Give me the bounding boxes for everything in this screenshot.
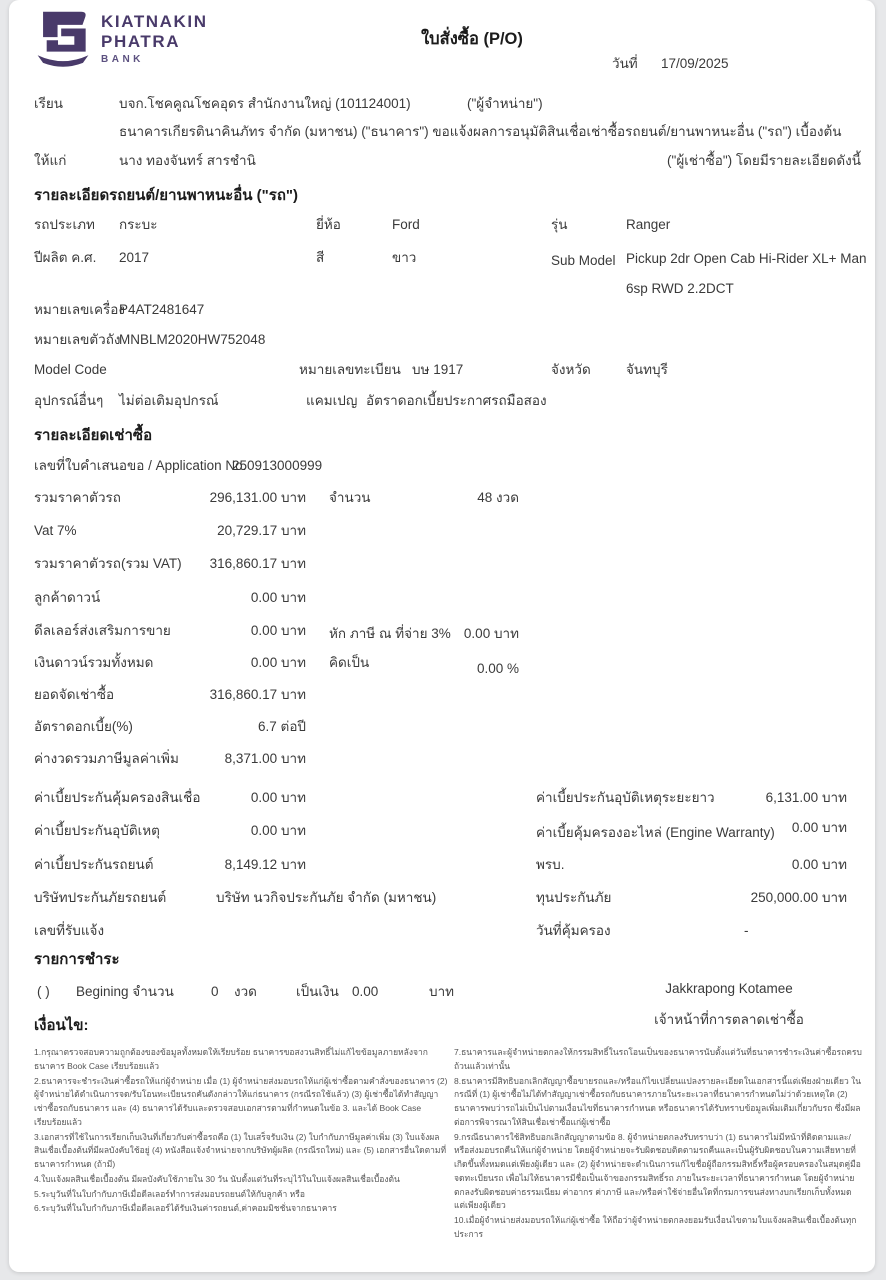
coverage-date-value: -	[744, 923, 749, 938]
engine-no-value: P4AT2481647	[119, 302, 205, 317]
engine-warranty-label: ค่าเบี้ยคุ้มครองอะไหล่ (Engine Warranty)	[536, 825, 775, 840]
campaign-label: แคมเปญ	[306, 393, 358, 408]
payment-amount-value: 0.00	[352, 984, 379, 999]
insurer-value: บริษัท นวกิจประกันภัย จำกัด (มหาชน)	[216, 890, 437, 905]
compulsory-insurance-label: พรบ.	[536, 857, 565, 872]
interest-rate-value: 6.7 ต่อปี	[258, 719, 306, 734]
purchase-order-page	[9, 0, 875, 1272]
pa-insurance-label: ค่าเบี้ยประกันอุบัติเหตุ	[34, 823, 160, 838]
withholding-tax-label: หัก ภาษี ณ ที่จ่าย 3%	[329, 626, 451, 641]
claim-no-label: เลขที่รับแจ้ง	[34, 923, 105, 938]
interest-rate-label: อัตราดอกเบี้ย(%)	[34, 719, 133, 734]
total-down-value: 0.00 บาท	[250, 655, 306, 670]
hire-section-header: รายละเอียดเช่าซื้อ	[34, 427, 153, 444]
accessories-label: อุปกรณ์อื่นๆ	[34, 393, 104, 408]
payment-item-unit: งวด	[234, 984, 257, 999]
vehicle-model-label: รุ่น	[551, 217, 568, 232]
term-item-1: 1.กรุณาตรวจสอบความถูกต้องของข้อมูลทั้งหมดให้เรียบร้อย ธนาคารขอสงวนสิทธิ์ไม่แก้ไขข้อมูลภายหลังจากธนาคาร Book Case เรียบร้อยแล้ว	[34, 1047, 428, 1071]
bank-name-line3: BANK	[101, 54, 144, 66]
for-label: ให้แก่	[34, 153, 67, 168]
term-item-2: 2.ธนาคารจะชำระเงินค่าซื้อรถให้แก่ผู้จำหน่าย เมื่อ (1) ผู้จำหน่ายส่งมอบรถให้แก่ผู้เช่าซื้อตามคำสั่งของธนาคาร (2) ผู้จำหน่ายได้ดำเนินการจด/รับโอนทะเบียนรถคันดังกล่าวให้แก่ธนาคาร (กรณีรถใช้แล้ว) (3) ผู้เช่าซื้อได้ทำสัญญาเช่าซื้อรถกับธนาคาร และ (4) ธนาคารได้รับและตรวจสอบเอกสารตามที่กำหนดในข้อ 3. และได้ Book Case เรียบร้อยแล้ว	[34, 1075, 448, 1127]
sum-insured-label: ทุนประกันภัย	[536, 890, 612, 905]
payment-item-count: 0	[211, 984, 219, 999]
app-no-label: เลขที่ใบคำเสนอขอ / Application No.	[34, 458, 247, 473]
term-item-6: 6.ระบุวันที่ในใบกำกับภาษีเมื่อดีลเลอร์ได้รับเงินค่ารถยนต์,ค่าคอมมิชชั่นจากธนาคาร	[34, 1203, 337, 1214]
term-item-4: 4.ใบแจ้งผลสินเชื่อเบื้องต้น มีผลบังคับใช้ภายใน 30 วัน นับตั้งแต่วันที่ระบุไว้ในใบแจ้งผลสินเชื่อเบื้องต้น	[34, 1173, 400, 1184]
vehicle-year-value: 2017	[119, 250, 150, 265]
dealer-tag: ("ผู้จำหน่าย")	[467, 96, 543, 111]
credit-insurance-label: ค่าเบี้ยประกันคุ้มครองสินเชื่อ	[34, 790, 201, 805]
coverage-date-label: วันที่คุ้มครอง	[536, 923, 611, 938]
chassis-no-label: หมายเลขตัวถัง	[34, 332, 121, 347]
pa-longterm-label: ค่าเบี้ยประกันอุบัติเหตุระยะยาว	[536, 790, 715, 805]
vehicle-submodel-label: Sub Model	[551, 253, 616, 268]
conditions-left-column	[34, 1046, 449, 1217]
down-payment-label: ลูกค้าดาวน์	[34, 590, 101, 605]
down-payment-value: 0.00 บาท	[250, 590, 306, 605]
motor-insurance-value: 8,149.12 บาท	[224, 857, 306, 872]
vehicle-brand-value: Ford	[392, 217, 420, 232]
term-item-9: 9.กรณีธนาคารใช้สิทธิบอกเลิกสัญญาตามข้อ 8. ผู้จำหน่ายตกลงรับทราบว่า (1) ธนาคารไม่มีหน้าที่ติดตามและ/หรือส่งมอบรถคืนให้แก่ผู้จำหน่าย โดยผู้จำหน่ายจะรับผิดชอบติดตามรถคืนและเป็นผู้รับผิดชอบในความเสียหายที่เกิดขึ้นทั้งหมดแต่เพียงผู้เดียว และ (2) ผู้จำหน่ายจะดำเนินการแก้ไขชื่อผู้ถือกรรมสิทธิ์หรือผู้ครอบครองในสมุดคู่มือจดทะเบียนรถ เพื่อไม่ให้ธนาคารมีชื่อเป็นเจ้าของกรรมสิทธิ์รถ ภายในระยะเวลาที่ธนาคารกำหนด โดยผู้จำหน่ายตกลงรับผิดชอบค่าธรรมเนียม ค่าอากร ค่าภาษี และ/หรือค่าใช้จ่ายอื่นใดที่กรมการขนส่งทางบกเรียกเก็บทั้งหมดแต่เพียงผู้เดียว	[454, 1131, 861, 1211]
vehicle-submodel-value: Pickup 2dr Open Cab Hi-Rider XL+ Man 6sp RWD 2.2DCT	[626, 251, 867, 296]
date-value: 17/09/2025	[661, 56, 729, 71]
model-code-label: Model Code	[34, 362, 107, 377]
accessories-value: ไม่ต่อเติมอุปกรณ์	[119, 393, 219, 408]
officer-title: เจ้าหน้าที่การตลาดเช่าซื้อ	[654, 1012, 804, 1027]
officer-name: Jakkrapong Kotamee	[665, 981, 793, 996]
vehicle-model-value: Ranger	[626, 217, 671, 232]
dealer-promo-value: 0.00 บาท	[250, 623, 306, 638]
vehicle-type-label: รถประเภท	[34, 217, 95, 232]
total-price-value: 316,860.17 บาท	[209, 556, 306, 571]
compulsory-insurance-value: 0.00 บาท	[791, 857, 847, 872]
dealer-promo-label: ดีลเลอร์ส่งเสริมการขาย	[34, 623, 171, 638]
total-down-label: เงินดาวน์รวมทั้งหมด	[34, 655, 154, 670]
installment-amount-label: ค่างวดรวมภาษีมูลค่าเพิ่ม	[34, 751, 179, 766]
financed-amount-label: ยอดจัดเช่าซื้อ	[34, 687, 115, 702]
installment-count-label: จำนวน	[329, 490, 371, 505]
vehicle-brand-label: ยี่ห้อ	[316, 217, 341, 232]
sum-insured-value: 250,000.00 บาท	[750, 890, 847, 905]
car-price-label: รวมราคาตัวรถ	[34, 490, 121, 505]
customer-name: นาง ทองจันทร์ สารชำนิ	[119, 153, 256, 168]
installment-amount-value: 8,371.00 บาท	[224, 751, 306, 766]
bank-name-line1: KIATNAKIN	[101, 12, 208, 31]
engine-no-label: หมายเลขเครื่อง	[34, 302, 125, 317]
reg-no-value: บษ 1917	[412, 362, 464, 377]
car-price-value: 296,131.00 บาท	[209, 490, 306, 505]
vat-label: Vat 7%	[34, 523, 77, 538]
withholding-tax-value: 0.00 บาท	[463, 626, 519, 641]
payment-item-label: Begining จำนวน	[76, 984, 174, 999]
vehicle-year-label: ปีผลิต ค.ศ.	[34, 250, 97, 265]
vehicle-type-value: กระบะ	[119, 217, 158, 232]
to-label: เรียน	[34, 96, 64, 111]
date-label: วันที่	[612, 56, 638, 71]
motor-insurance-label: ค่าเบี้ยประกันรถยนต์	[34, 857, 154, 872]
vehicle-color-label: สี	[316, 250, 325, 265]
province-value: จันทบุรี	[626, 362, 668, 377]
province-label: จังหวัด	[551, 362, 591, 377]
bank-name-line2: PHATRA	[101, 31, 181, 51]
term-item-10: 10.เมื่อผู้จำหน่ายส่งมอบรถให้แก่ผู้เช่าซื้อ ให้ถือว่าผู้จำหน่ายตกลงยอมรับเงื่อนไขตามใบแจ้งผลสินเชื่อเบื้องต้นทุกประการ	[454, 1215, 857, 1239]
reg-no-label: หมายเลขทะเบียน	[299, 362, 401, 377]
vehicle-color-value: ขาว	[392, 250, 417, 265]
chassis-no-value: MNBLM2020HW752048	[119, 332, 266, 347]
term-item-5: 5.ระบุวันที่ในใบกำกับภาษีเมื่อดีลเลอร์ทำการส่งมอบรถยนต์ให้กับลูกค้า หรือ	[34, 1188, 305, 1199]
total-price-label: รวมราคาตัวรถ(รวม VAT)	[34, 556, 182, 571]
financed-amount-value: 316,860.17 บาท	[209, 687, 306, 702]
customer-tag: ("ผู้เช่าซื้อ") โดยมีรายละเอียดดังนี้	[667, 153, 861, 168]
payment-amount-label: เป็นเงิน	[296, 984, 339, 999]
insurer-label: บริษัทประกันภัยรถยนต์	[34, 890, 167, 905]
bank-statement: ธนาคารเกียรตินาคินภัทร จำกัด (มหาชน) ("ธนาคาร") ขอแจ้งผลการอนุมัติสินเชื่อเช่าซื้อรถยนต์/ยานพาหนะอื่น ("รถ") เบื้องต้น	[119, 124, 842, 139]
app-no-value: 250913000999	[232, 458, 323, 473]
pa-longterm-value: 6,131.00 บาท	[765, 790, 847, 805]
payment-checkbox: ( )	[37, 984, 50, 999]
campaign-value: อัตราดอกเบี้ยประกาศรถมือสอง	[366, 393, 547, 408]
percent-value: 0.00 %	[476, 661, 519, 676]
term-item-7: 7.ธนาคารและผู้จำหน่ายตกลงให้กรรมสิทธิ์ในรถโอนเป็นของธนาคารนับตั้งแต่วันที่ธนาคารชำระเงินค่าซื้อรถครบถ้วนแล้วเท่านั้น	[454, 1047, 862, 1071]
credit-insurance-value: 0.00 บาท	[250, 790, 306, 805]
term-item-3: 3.เอกสารที่ใช้ในการเรียกเก็บเงินที่เกี่ยวกับค่าซื้อรถคือ (1) ใบเสร็จรับเงิน (2) ใบกำกับภาษีมูลค่าเพิ่ม (3) ใบแจ้งผลสินเชื่อเบื้องต้นที่มีผลบังคับใช้อยู่ (4) หนังสือแจ้งจำหน่ายจากบริษัทผู้ผลิต (กรณีรถใหม่) และ (5) เอกสารอื่นใดตามที่ธนาคารกำหนด (ถ้ามี)	[34, 1131, 447, 1170]
percent-label: คิดเป็น	[329, 655, 370, 670]
dealer-name: บจก.โชคคูณโชคอุดร สำนักงานใหญ่ (101124001)	[119, 96, 411, 111]
vehicle-section-header: รายละเอียดรถยนต์/ยานพาหนะอื่น ("รถ")	[34, 187, 299, 204]
engine-warranty-value: 0.00 บาท	[791, 820, 847, 835]
pa-insurance-value: 0.00 บาท	[250, 823, 306, 838]
vat-value: 20,729.17 บาท	[217, 523, 306, 538]
payment-amount-unit: บาท	[429, 984, 455, 999]
conditions-header: เงื่อนไข:	[34, 1017, 89, 1034]
installment-count-value: 48 งวด	[477, 490, 519, 505]
conditions-right-column	[454, 1046, 862, 1243]
payment-section-header: รายการชำระ	[34, 951, 120, 968]
page-title: ใบสั่งซื้อ (P/O)	[421, 30, 523, 48]
term-item-8: 8.ธนาคารมีสิทธิบอกเลิกสัญญาซื้อขายรถและ/หรือแก้ไขเปลี่ยนแปลงรายละเอียดในเอกสารนี้แต่เพียงฝ่ายเดียว ในกรณีที่ (1) ผู้เช่าซื้อไม่ได้ทำสัญญาเช่าซื้อรถกับธนาคารภายในระยะเวลาที่ธนาคารกำหนดไม่ว่าด้วยเหตุใด (2) ธนาคารพบว่ารถไม่เป็นไปตามเงื่อนไขที่ธนาคารกำหนด หรือธนาคารได้รับทราบข้อมูลเพิ่มเติมเกี่ยวกับรถ ซึ่งมีผลต่อการพิจารณาให้สินเชื่อเช่าซื้อแก่ผู้เช่าซื้อ	[454, 1075, 862, 1127]
